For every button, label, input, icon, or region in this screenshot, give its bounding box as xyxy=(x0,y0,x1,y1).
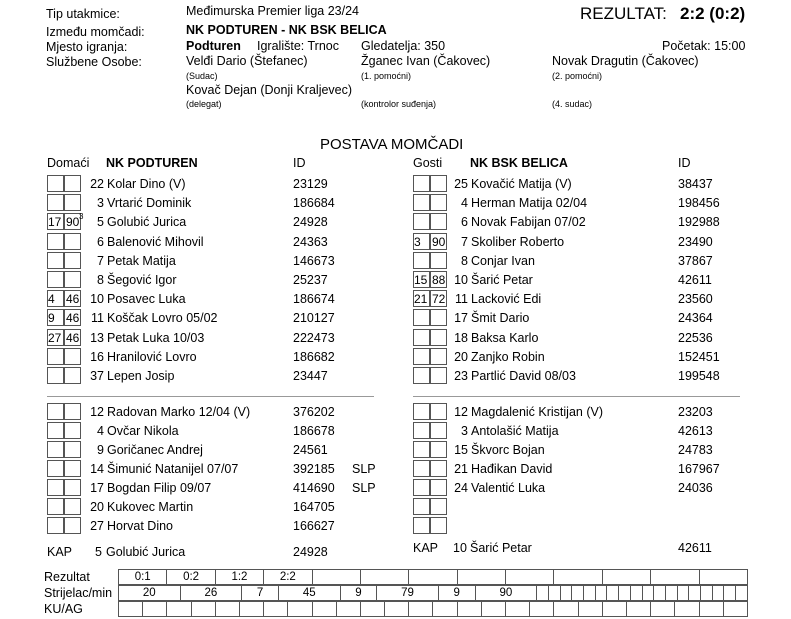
kuag-cell xyxy=(385,602,409,617)
sub-box-value: 27 xyxy=(48,330,62,345)
player-number: 27 xyxy=(90,519,104,533)
score-cell: 2:2 xyxy=(264,570,312,585)
sub-box-value: 88 xyxy=(432,273,446,287)
home-kap-id: 24928 xyxy=(293,545,328,559)
kuag-cell xyxy=(554,602,578,617)
player-number: 8 xyxy=(97,273,104,287)
player-number: 10 xyxy=(454,273,468,287)
player-name: Šarić Petar xyxy=(471,273,533,287)
strijelac-cell: 20 xyxy=(119,586,181,601)
sub-box xyxy=(47,367,64,384)
strijelac-cell: 79 xyxy=(377,586,439,601)
player-id: 164705 xyxy=(293,500,335,514)
sub-box xyxy=(47,460,64,477)
player-number: 14 xyxy=(90,462,104,476)
strijelac-cell xyxy=(572,586,584,601)
sub-box xyxy=(413,460,430,477)
player-note: SLP xyxy=(352,462,376,476)
strijelac-cell xyxy=(642,586,654,601)
sub-box-value: 90 xyxy=(66,215,80,230)
player-name: Ovčar Nikola xyxy=(107,424,179,438)
sub-box xyxy=(47,517,64,534)
score-cell xyxy=(312,570,360,585)
sub-box xyxy=(430,348,447,365)
player-name: Petak Luka 10/03 xyxy=(107,330,205,345)
izmedju-label: Između momčadi: xyxy=(46,25,145,39)
sub-box-value: 90 xyxy=(432,234,446,249)
sub-box xyxy=(413,517,430,534)
score-cell xyxy=(360,570,408,585)
sub-box xyxy=(413,175,430,192)
kuag-cell xyxy=(239,602,263,617)
sluzbene-label: Službene Osobe: xyxy=(46,55,142,69)
player-id: 23560 xyxy=(678,292,713,307)
kuag-cell xyxy=(578,602,602,617)
official-role: (4. sudac) xyxy=(552,99,593,109)
sub-box xyxy=(430,252,447,269)
kuag-cell xyxy=(457,602,481,617)
sub-box-value: 15 xyxy=(414,273,428,287)
player-number: 11 xyxy=(91,311,104,326)
sub-box xyxy=(64,348,81,365)
sub-box xyxy=(64,271,81,288)
player-id: 166627 xyxy=(293,519,335,533)
player-name: Baksa Karlo xyxy=(471,330,539,345)
kuag-cell xyxy=(312,602,336,617)
sub-box xyxy=(64,194,81,211)
away-kap-label: KAP xyxy=(413,541,439,555)
player-id: 42611 xyxy=(678,273,712,287)
player-number: 4 xyxy=(97,424,104,438)
score-cell xyxy=(651,570,699,585)
strijelac-cell xyxy=(619,586,631,601)
player-id: 199548 xyxy=(678,369,720,383)
player-id: 37867 xyxy=(678,253,713,268)
kuag-cell xyxy=(602,602,626,617)
player-id: 192988 xyxy=(678,215,720,230)
player-number: 12 xyxy=(454,405,468,419)
player-id: 24783 xyxy=(678,443,713,457)
sub-box xyxy=(413,252,430,269)
player-number: 9 xyxy=(97,443,104,457)
player-number: 6 xyxy=(97,234,104,249)
player-number: 22 xyxy=(90,177,104,191)
postava-title: POSTAVA MOMČADI xyxy=(320,136,464,153)
player-id: 186674 xyxy=(293,292,335,307)
player-name: Vrtarić Dominik xyxy=(107,196,192,211)
kuag-cell xyxy=(409,602,433,617)
player-id: 25237 xyxy=(293,273,328,287)
player-id: 24363 xyxy=(293,234,328,249)
official-role: (delegat) xyxy=(186,99,222,109)
player-number: 7 xyxy=(97,253,104,268)
kuag-cell xyxy=(288,602,312,617)
score-cell xyxy=(409,570,457,585)
player-id: 392185 xyxy=(293,462,335,476)
player-id: 186682 xyxy=(293,349,335,364)
sub-box xyxy=(430,479,447,496)
score-cell xyxy=(554,570,602,585)
home-team-name: NK PODTUREN xyxy=(106,156,198,170)
sub-box-value: 4 xyxy=(48,292,55,307)
player-name: Herman Matija 02/04 xyxy=(471,196,588,211)
player-name: Koščak Lovro 05/02 xyxy=(107,311,218,326)
sub-box xyxy=(430,403,447,420)
kuag-cell xyxy=(651,602,675,617)
official-name: Velđi Dario (Štefanec) xyxy=(186,54,308,68)
away-side-label: Gosti xyxy=(413,156,443,170)
player-name: Goričanec Andrej xyxy=(107,443,203,457)
sub-box xyxy=(47,252,64,269)
kuag-cell xyxy=(699,602,723,617)
sub-box xyxy=(64,441,81,458)
sub-box xyxy=(47,498,64,515)
result-value: 2:2 (0:2) xyxy=(680,4,746,23)
player-name: Zanjko Robin xyxy=(471,349,545,364)
player-id: 210127 xyxy=(293,311,335,326)
player-id: 152451 xyxy=(678,349,720,364)
score-cell: 0:1 xyxy=(119,570,167,585)
away-kap-name: Šarić Petar xyxy=(470,541,532,555)
kuag-cell xyxy=(191,602,215,617)
player-name: Lacković Edi xyxy=(471,292,542,307)
sub-box xyxy=(413,348,430,365)
player-name: Magdalenić Kristijan (V) xyxy=(471,405,603,419)
strijelac-cell xyxy=(724,586,736,601)
player-id: 167967 xyxy=(678,462,720,476)
sub-box xyxy=(430,367,447,384)
strijelac-cell xyxy=(548,586,560,601)
sub-box xyxy=(64,403,81,420)
kuag-label: KU/AG xyxy=(44,602,83,616)
result-label: REZULTAT: xyxy=(580,4,667,23)
away-team-name: NK BSK BELICA xyxy=(470,156,568,170)
player-id: 23129 xyxy=(293,177,328,191)
sub-box xyxy=(47,479,64,496)
player-name: Bogdan Filip 09/07 xyxy=(107,481,212,495)
official-name: Kovač Dejan (Donji Kraljevec) xyxy=(186,83,353,97)
player-name: Šegović Igor xyxy=(107,273,177,287)
player-id: 23203 xyxy=(678,405,713,419)
sub-box-value: 3 xyxy=(414,234,421,249)
score-cell xyxy=(457,570,505,585)
player-name: Balenović Mihovil xyxy=(107,234,204,249)
sub-box-value: 46 xyxy=(66,292,80,307)
player-number: 23 xyxy=(454,369,468,383)
player-name: Hađikan David xyxy=(471,462,553,476)
player-name: Hranilović Lovro xyxy=(107,349,197,364)
sub-box xyxy=(413,422,430,439)
player-number: 24 xyxy=(454,481,468,495)
player-number: 7 xyxy=(461,234,468,249)
strijelac-cell xyxy=(677,586,689,601)
player-number: 20 xyxy=(90,500,104,514)
home-kap-label: KAP xyxy=(47,545,73,559)
sub-box xyxy=(64,422,81,439)
player-id: 376202 xyxy=(293,405,335,419)
sub-box xyxy=(47,441,64,458)
player-name: Petak Matija xyxy=(107,253,176,268)
sub-box-value: 21 xyxy=(414,292,428,307)
player-name: Partlić David 08/03 xyxy=(471,369,576,383)
sub-box xyxy=(413,367,430,384)
sub-box-value: 72 xyxy=(432,292,446,307)
player-name: Kukovec Martin xyxy=(107,500,194,514)
sub-box xyxy=(430,422,447,439)
player-id: 42613 xyxy=(678,424,713,438)
sub-box xyxy=(64,252,81,269)
strijelac-cell xyxy=(665,586,677,601)
pocetak: Početak: 15:00 xyxy=(662,39,746,53)
kuag-cell xyxy=(215,602,239,617)
sub-box xyxy=(64,498,81,515)
sub-box xyxy=(430,309,447,326)
player-number: 5 xyxy=(97,215,104,230)
score-cell xyxy=(506,570,554,585)
player-id: 186678 xyxy=(293,424,335,438)
player-name: Šmit Dario xyxy=(471,311,530,326)
rezultat-table xyxy=(118,569,748,585)
strijelac-cell: 9 xyxy=(340,586,377,601)
sub-box xyxy=(64,517,81,534)
sub-box-sup: 3 xyxy=(79,212,84,222)
tip-label: Tip utakmice: xyxy=(46,7,120,21)
player-number: 6 xyxy=(461,215,468,230)
sub-box xyxy=(47,403,64,420)
player-id: 198456 xyxy=(678,196,720,211)
sub-box xyxy=(430,213,447,230)
sub-box-value: 46 xyxy=(66,311,80,326)
kuag-cell xyxy=(723,602,747,617)
kuag-cell xyxy=(433,602,457,617)
player-id: 146673 xyxy=(293,253,335,268)
home-kap-number: 5 xyxy=(95,545,102,559)
player-number: 37 xyxy=(90,369,104,383)
player-number: 17 xyxy=(454,311,468,326)
igraliste: Igralište: Trnoc xyxy=(257,39,339,53)
sub-box xyxy=(413,441,430,458)
score-cell xyxy=(699,570,748,585)
player-name: Conjar Ivan xyxy=(471,253,535,268)
player-name: Škvorc Bojan xyxy=(471,443,545,457)
rezultat-label: Rezultat xyxy=(44,570,90,584)
divider xyxy=(413,396,740,397)
sub-box xyxy=(64,233,81,250)
mjesto-label: Mjesto igranja: xyxy=(46,40,128,54)
home-kap-name: Golubić Jurica xyxy=(106,545,186,559)
player-name: Horvat Dino xyxy=(107,519,173,533)
strijelac-cell xyxy=(736,586,748,601)
sub-box xyxy=(430,175,447,192)
kuag-cell xyxy=(675,602,699,617)
player-id: 24561 xyxy=(293,443,328,457)
player-number: 10 xyxy=(90,292,104,307)
player-number: 3 xyxy=(461,424,468,438)
player-id: 186684 xyxy=(293,196,335,211)
sub-box xyxy=(413,309,430,326)
player-number: 17 xyxy=(90,481,104,495)
sub-box xyxy=(430,441,447,458)
sub-box xyxy=(47,271,64,288)
strijelac-cell xyxy=(607,586,619,601)
player-id: 22536 xyxy=(678,330,713,345)
sub-box xyxy=(47,175,64,192)
strijelac-cell xyxy=(701,586,713,601)
player-name: Kolar Dino (V) xyxy=(107,177,186,191)
player-id: 24036 xyxy=(678,481,713,495)
player-name: Šimunić Natanijel 07/07 xyxy=(107,462,239,476)
player-number: 8 xyxy=(461,253,468,268)
sub-box xyxy=(47,422,64,439)
player-number: 25 xyxy=(454,177,468,191)
sub-box xyxy=(430,460,447,477)
player-name: Valentić Luka xyxy=(471,481,546,495)
player-name: Golubić Jurica xyxy=(107,215,187,230)
score-cell: 1:2 xyxy=(215,570,263,585)
player-number: 11 xyxy=(455,292,468,307)
kuag-cell xyxy=(167,602,191,617)
player-number: 15 xyxy=(454,443,468,457)
player-id: 24364 xyxy=(678,311,713,326)
sub-box xyxy=(430,517,447,534)
sub-box xyxy=(47,233,64,250)
player-number: 20 xyxy=(454,349,468,364)
sub-box-value: 17 xyxy=(48,215,62,230)
strijelac-label: Strijelac/min xyxy=(44,586,113,600)
official-role: (2. pomoćni) xyxy=(552,71,603,81)
player-name: Antolašić Matija xyxy=(471,424,559,438)
sub-box xyxy=(413,498,430,515)
player-id: 23447 xyxy=(293,369,328,383)
sub-box xyxy=(64,175,81,192)
kuag-cell xyxy=(143,602,167,617)
strijelac-cell xyxy=(654,586,666,601)
kuag-cell xyxy=(481,602,505,617)
player-id: 38437 xyxy=(678,177,713,191)
strijelac-cell: 7 xyxy=(242,586,279,601)
sub-box xyxy=(413,403,430,420)
player-number: 21 xyxy=(454,462,468,476)
player-name: Radovan Marko 12/04 (V) xyxy=(107,405,251,419)
sub-box-value: 9 xyxy=(48,311,55,326)
strijelac-cell xyxy=(537,586,549,601)
strijelac-table xyxy=(118,585,748,601)
away-kap-number: 10 xyxy=(453,541,467,555)
strijelac-cell: 26 xyxy=(180,586,242,601)
kuag-cell xyxy=(360,602,384,617)
sub-box xyxy=(413,194,430,211)
sub-box xyxy=(430,194,447,211)
strijelac-cell xyxy=(712,586,724,601)
player-name: Skoliber Roberto xyxy=(471,234,565,249)
sub-box xyxy=(413,329,430,346)
player-name: Kovačić Matija (V) xyxy=(471,177,572,191)
sub-box xyxy=(430,498,447,515)
home-side-label: Domaći xyxy=(47,156,90,170)
player-name: Lepen Josip xyxy=(107,369,175,383)
strijelac-cell: 45 xyxy=(278,586,340,601)
kuag-cell xyxy=(506,602,530,617)
away-kap-id: 42611 xyxy=(678,541,712,555)
strijelac-cell xyxy=(689,586,701,601)
away-id-label: ID xyxy=(678,156,691,170)
player-number: 12 xyxy=(90,405,104,419)
sub-box xyxy=(64,367,81,384)
official-role: (kontrolor suđenja) xyxy=(361,99,437,109)
kuag-cell xyxy=(264,602,288,617)
strijelac-cell: 90 xyxy=(475,586,537,601)
tip-value: Međimurska Premier liga 23/24 xyxy=(186,4,359,18)
official-name: Žganec Ivan (Čakovec) xyxy=(361,54,491,68)
strijelac-cell xyxy=(630,586,642,601)
score-cell xyxy=(602,570,650,585)
player-id: 24928 xyxy=(293,215,328,230)
player-name: Posavec Luka xyxy=(107,292,186,307)
player-number: 3 xyxy=(97,196,104,211)
official-role: (1. pomoćni) xyxy=(361,71,412,81)
mjesto-value: Podturen xyxy=(186,39,241,53)
gledatelja: Gledatelja: 350 xyxy=(361,39,446,53)
player-number: 18 xyxy=(454,330,468,345)
player-note: SLP xyxy=(352,481,376,495)
sub-box xyxy=(413,213,430,230)
divider xyxy=(47,396,374,397)
player-name: Novak Fabijan 07/02 xyxy=(471,215,586,230)
kuag-table xyxy=(118,601,748,617)
strijelac-cell xyxy=(560,586,572,601)
strijelac-cell xyxy=(584,586,596,601)
kuag-cell xyxy=(336,602,360,617)
kuag-cell xyxy=(530,602,554,617)
sub-box xyxy=(47,348,64,365)
strijelac-cell: 9 xyxy=(438,586,475,601)
home-id-label: ID xyxy=(293,156,306,170)
izmedju-value: NK PODTUREN - NK BSK BELICA xyxy=(186,23,387,37)
strijelac-cell xyxy=(595,586,607,601)
player-id: 414690 xyxy=(293,481,335,495)
player-number: 16 xyxy=(90,349,104,364)
sub-box xyxy=(47,194,64,211)
kuag-cell xyxy=(119,602,143,617)
sub-box xyxy=(430,329,447,346)
player-id: 222473 xyxy=(293,330,335,345)
player-number: 4 xyxy=(461,196,468,211)
player-number: 13 xyxy=(90,330,104,345)
sub-box xyxy=(64,479,81,496)
score-cell: 0:2 xyxy=(167,570,215,585)
kuag-cell xyxy=(626,602,650,617)
sub-box-value: 46 xyxy=(66,330,80,345)
sub-box xyxy=(413,479,430,496)
official-role: (Sudac) xyxy=(186,71,218,81)
official-name: Novak Dragutin (Čakovec) xyxy=(552,54,699,68)
player-id: 23490 xyxy=(678,234,713,249)
sub-box xyxy=(64,460,81,477)
